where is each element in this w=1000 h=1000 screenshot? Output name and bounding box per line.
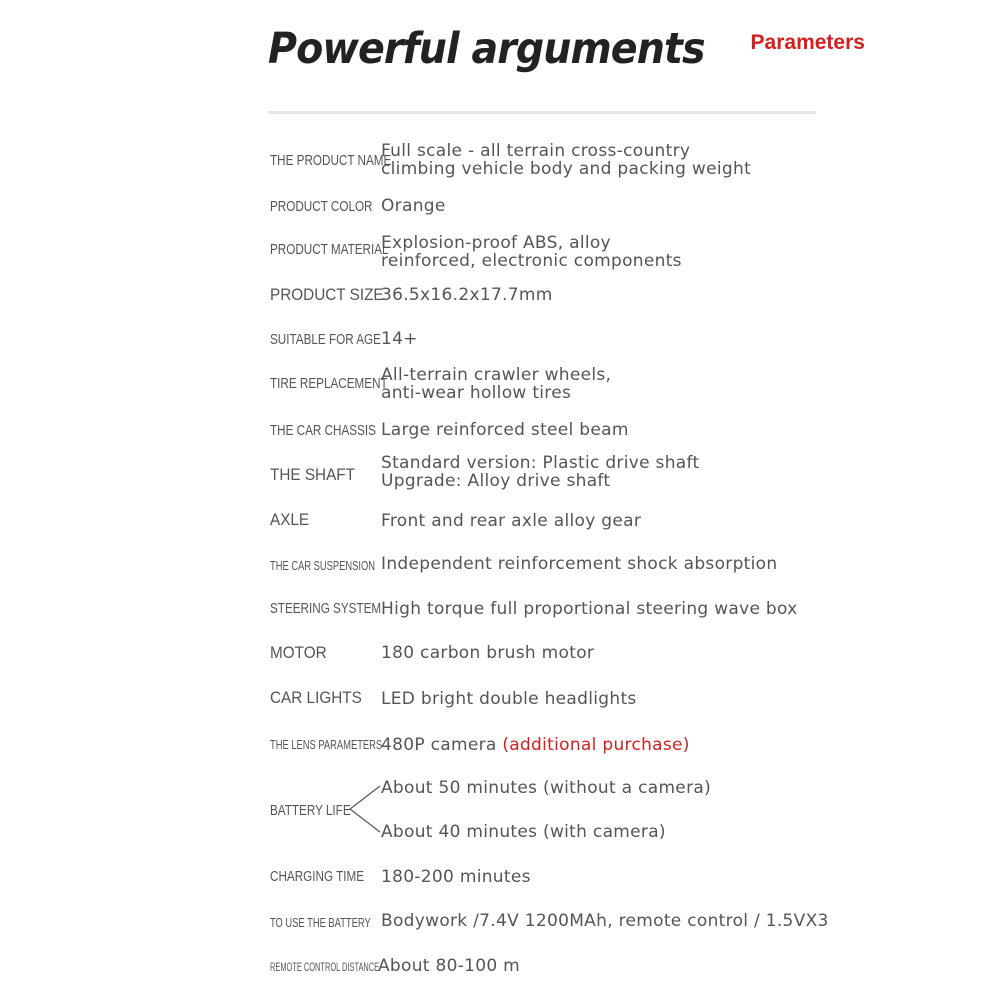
spec-label: MOTOR [270,643,327,662]
page-subtitle: Parameters [750,31,865,54]
spec-label: TO USE THE BATTERY [270,915,371,930]
spec-value: Front and rear axle alloy gear [381,511,642,531]
spec-label: THE LENS PARAMETERS [270,737,383,752]
spec-value: About 40 minutes (with camera) [381,822,666,842]
spec-label: CAR LIGHTS [270,688,362,707]
spec-label: AXLE [270,510,310,529]
spec-value: Orange [381,196,446,216]
page-title: Powerful arguments [268,24,705,74]
spec-value: Large reinforced steel beam [381,420,629,440]
spec-value-note: (additional purchase) [502,735,690,755]
bracket-icon [346,784,382,836]
spec-value: All-terrain crawler wheels, [381,365,612,385]
spec-value: 14+ [381,329,418,349]
spec-value: Explosion-proof ABS, alloy [381,233,611,253]
spec-value: anti-wear hollow tires [381,383,572,403]
spec-value: Independent reinforcement shock absorption [381,554,778,574]
spec-value: Full scale - all terrain cross-country [381,141,691,161]
spec-label: THE CAR CHASSIS [270,422,376,439]
page-header [268,24,865,74]
spec-value: 180-200 minutes [381,867,531,887]
spec-label: THE CAR SUSPENSION [270,558,376,573]
spec-value: Standard version: Plastic drive shaft [381,453,700,473]
spec-value: Upgrade: Alloy drive shaft [381,471,611,491]
spec-value: About 50 minutes (without a camera) [381,778,712,798]
spec-label: REMOTE CONTROL DISTANCE [270,960,380,974]
spec-label: BATTERY LIFE [270,802,351,819]
spec-label: TIRE REPLACEMENT [270,375,388,392]
spec-label: PRODUCT MATERIAL [270,241,389,258]
spec-label: THE SHAFT [270,465,356,484]
spec-label: PRODUCT COLOR [270,198,373,215]
spec-value [381,736,690,754]
spec-value: Bodywork /7.4V 1200MAh, remote control / 1.5VX3 [381,911,829,931]
spec-value: 180 carbon brush motor [381,643,595,663]
spec-label: CHARGING TIME [270,868,365,885]
spec-label: SUITABLE FOR AGE [270,331,381,348]
spec-value: LED bright double headlights [381,689,637,709]
spec-value: About 80-100 m [378,956,521,976]
spec-label: THE PRODUCT NAME [270,152,392,169]
spec-value: climbing vehicle body and packing weight [381,159,752,179]
header-divider [268,111,816,114]
spec-value: 36.5x16.2x17.7mm [381,285,553,305]
spec-value-main: 480P camera [381,735,497,755]
spec-value: reinforced, electronic components [381,251,682,271]
spec-label: PRODUCT SIZE [270,285,384,304]
spec-label: STEERING SYSTEM [270,600,382,617]
spec-value: High torque full proportional steering wave box [381,599,798,619]
